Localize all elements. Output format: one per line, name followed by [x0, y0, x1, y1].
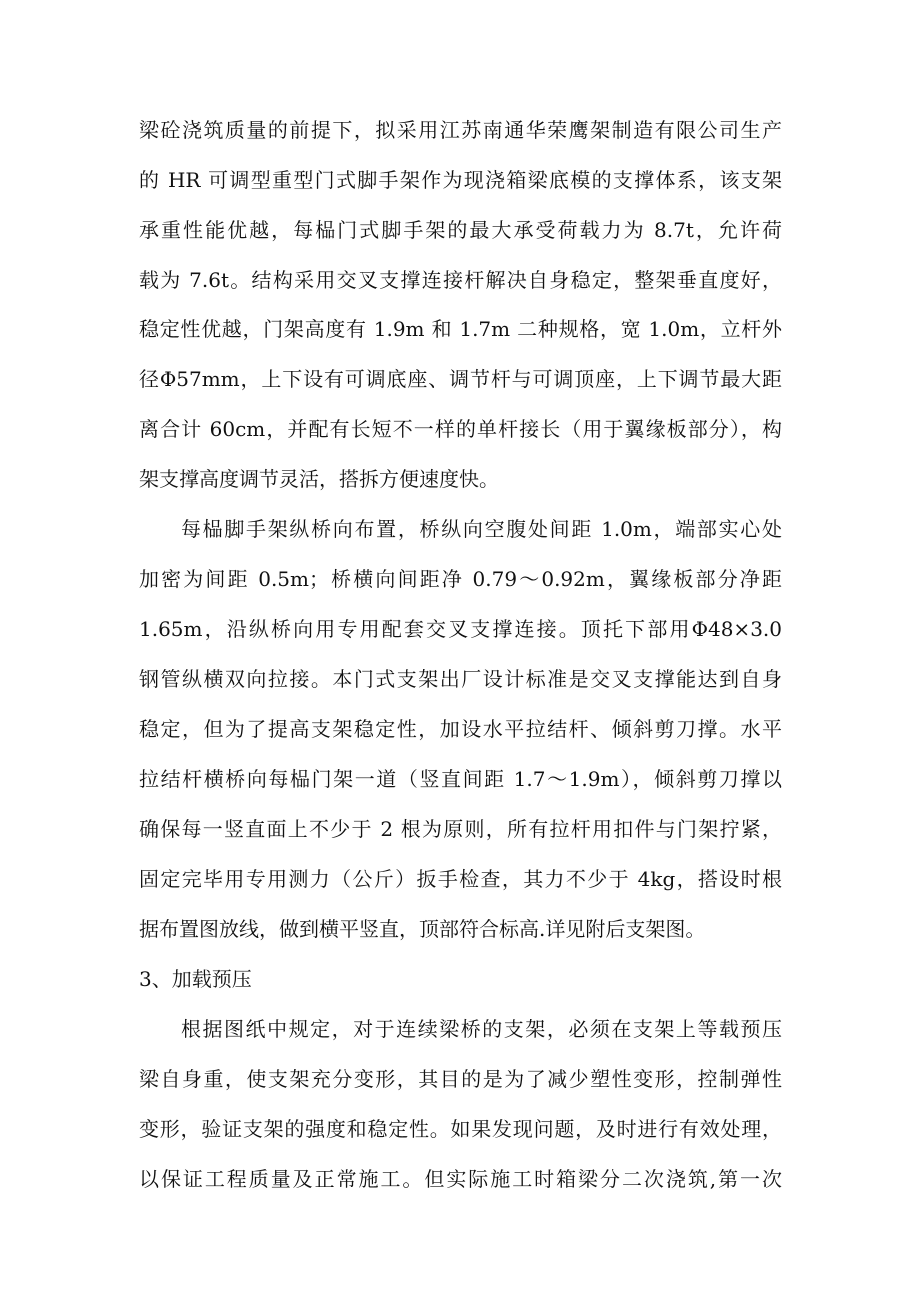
- paragraph-2-line-3: 1.65m，沿纵桥向用专用配套交叉支撑连接。顶托下部用Φ48×3.0: [139, 617, 782, 641]
- paragraph-2-line-4: 钢管纵横双向拉接。本门式支架出厂设计标准是交叉支撑能达到自身: [139, 667, 782, 691]
- paragraph-2-line-7: 确保每一竖直面上不少于 2 根为原则，所有拉杆用扣件与门架拧紧，: [139, 817, 782, 841]
- paragraph-1-line-5: 稳定性优越，门架高度有 1.9m 和 1.7m 二种规格，宽 1.0m，立杆外: [139, 317, 782, 341]
- paragraph-1-line-4: 载为 7.6t。结构采用交叉支撑连接杆解决自身稳定，整架垂直度好，: [139, 268, 782, 292]
- paragraph-1-line-7: 离合计 60cm，并配有长短不一样的单杆接长（用于翼缘板部分），构: [139, 417, 782, 441]
- paragraph-3-line-2: 梁自身重，使支架充分变形，其目的是为了减少塑性变形，控制弹性: [139, 1067, 782, 1091]
- paragraph-1-line-1: 梁砼浇筑质量的前提下，拟采用江苏南通华荣鹰架制造有限公司生产: [139, 118, 782, 142]
- paragraph-2-line-8: 固定完毕用专用测力（公斤）扳手检查，其力不少于 4kg，搭设时根: [139, 867, 782, 891]
- paragraph-2-line-6: 拉结杆横桥向每榀门架一道（竖直间距 1.7～1.9m），倾斜剪刀撑以: [139, 767, 782, 791]
- paragraph-2-line-2: 加密为间距 0.5m；桥横向间距净 0.79～0.92m，翼缘板部分净距: [139, 567, 782, 591]
- paragraph-2-line-9: 据布置图放线，做到横平竖直，顶部符合标高.详见附后支架图。: [139, 917, 706, 941]
- paragraph-3-line-1: 根据图纸中规定，对于连续梁桥的支架，必须在支架上等载预压: [181, 1017, 782, 1041]
- paragraph-3-line-3: 变形，验证支架的强度和稳定性。如果发现问题，及时进行有效处理，: [139, 1117, 782, 1141]
- paragraph-1-line-6: 径Φ57mm，上下设有可调底座、调节杆与可调顶座，上下调节最大距: [139, 367, 782, 391]
- paragraph-1-line-2: 的 HR 可调型重型门式脚手架作为现浇箱梁底模的支撑体系，该支架: [139, 168, 782, 192]
- paragraph-1-line-3: 承重性能优越，每榀门式脚手架的最大承受荷载力为 8.7t，允许荷: [139, 218, 782, 242]
- paragraph-3-line-4: 以保证工程质量及正常施工。但实际施工时箱梁分二次浇筑,第一次: [139, 1167, 782, 1191]
- section-heading: 3、加载预压: [139, 967, 252, 991]
- paragraph-2-line-1: 每榀脚手架纵桥向布置，桥纵向空腹处间距 1.0m，端部实心处: [181, 517, 782, 541]
- paragraph-2-line-5: 稳定，但为了提高支架稳定性，加设水平拉结杆、倾斜剪刀撑。水平: [139, 717, 782, 741]
- paragraph-1-line-8: 架支撑高度调节灵活，搭拆方便速度快。: [139, 467, 499, 491]
